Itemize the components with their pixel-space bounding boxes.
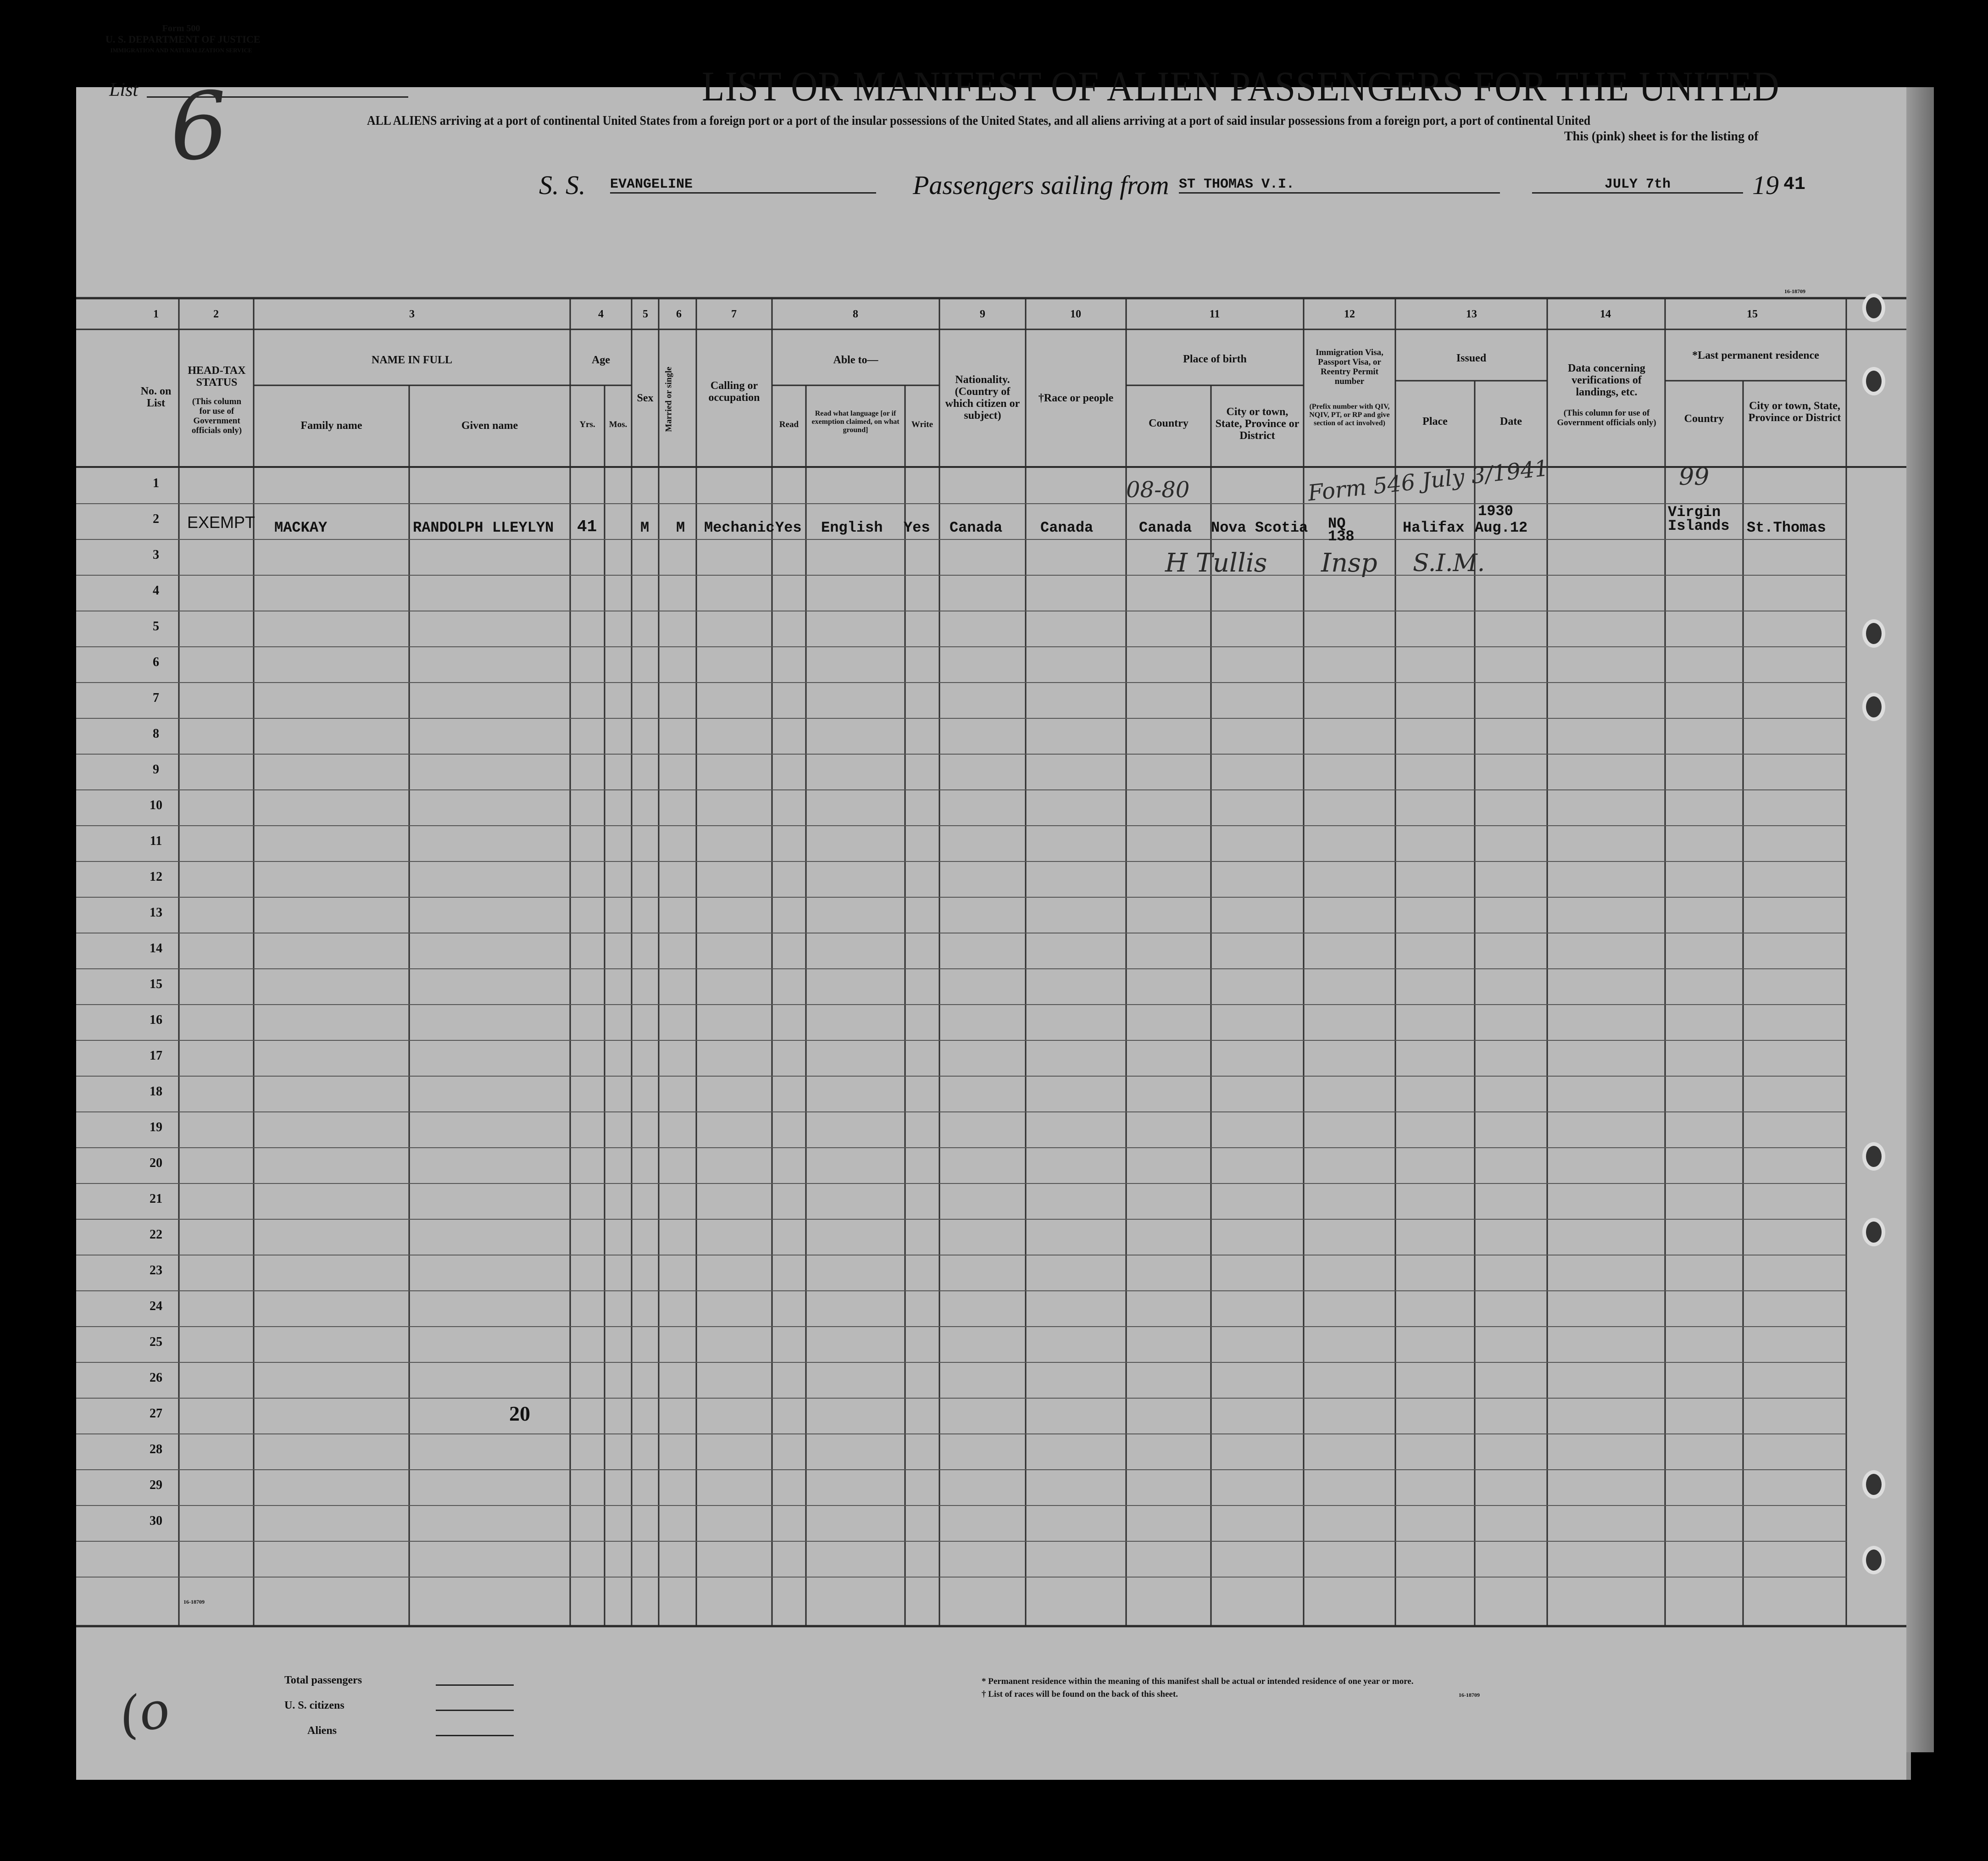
aliens-line <box>436 1735 514 1736</box>
hdr-mos: Mos. <box>609 420 627 429</box>
us-citizens-label: U. S. citizens <box>284 1700 344 1711</box>
row-number: 18 <box>150 1084 162 1099</box>
hdr-family-name: Family name <box>300 420 362 432</box>
binder-ring-icon <box>1862 1470 1885 1499</box>
list-label: List <box>109 79 139 100</box>
hdr-write: Write <box>911 420 933 429</box>
handwritten-initials: S.I.M. <box>1413 550 1485 577</box>
handwritten-res-code: 99 <box>1679 463 1710 491</box>
married-cell: M <box>676 519 685 536</box>
hdr-name-in-full: NAME IN FULL <box>371 354 452 366</box>
hdr-last-residence: *Last permanent residence <box>1692 350 1819 361</box>
binder-ring-icon <box>1862 1142 1885 1171</box>
issued-year-cell: 1930 <box>1478 503 1513 520</box>
row-number: 24 <box>150 1299 162 1313</box>
calling-cell: Mechanic <box>704 519 775 536</box>
row-number: 6 <box>153 655 159 669</box>
hdr-data-concerning: Data concerning verifications of landings, etc. <box>1568 362 1645 398</box>
row-number: 15 <box>150 977 162 991</box>
sailing-date: JULY 7th <box>1532 177 1743 194</box>
grid-print-code: 16-18709 <box>183 1599 205 1605</box>
col-num-7: 7 <box>731 308 737 320</box>
col-num-14: 14 <box>1600 308 1611 320</box>
ss-label: S. S. <box>539 170 586 200</box>
hdr-read: Read <box>779 420 799 429</box>
row-numbers <box>142 476 170 1550</box>
handwritten-code: 08-80 <box>1126 477 1190 503</box>
footnote-races: † List of races will be found on the back of this sheet. <box>982 1689 1178 1699</box>
hdr-visa: Immigration Visa, Passport Visa, or Reentry Permit number <box>1316 348 1383 386</box>
hdr-calling: Calling or occupation <box>708 380 760 404</box>
hdr-nationality: Nationality. (Country of which citizen or subject) <box>945 374 1020 422</box>
hdr-place-of-birth: Place of birth <box>1183 353 1247 365</box>
total-passengers-label: Total passengers <box>284 1674 362 1686</box>
read-cell: Yes <box>775 519 802 536</box>
row-number: 16 <box>150 1013 162 1027</box>
year-suffix: 41 <box>1783 174 1806 195</box>
subtitle-2: This (pink) sheet is for the listing of <box>1564 129 1759 144</box>
hdr-read-language: Read what language [or if exemption claimed, on what ground] <box>811 410 900 434</box>
row-number: 1 <box>153 476 159 490</box>
year-prefix: 19 <box>1752 170 1779 200</box>
birth-country-cell: Canada <box>1139 519 1192 536</box>
row-number: 2 <box>153 512 159 526</box>
hdr-age: Age <box>592 354 610 366</box>
ship-name: EVANGELINE <box>610 177 876 194</box>
row-number: 23 <box>150 1263 162 1278</box>
row-number: 25 <box>150 1335 162 1349</box>
row-number: 21 <box>150 1192 162 1206</box>
hdr-yrs: Yrs. <box>579 420 595 429</box>
col-num-4: 4 <box>598 308 604 320</box>
footer-print-code: 16-18709 <box>1459 1692 1480 1698</box>
issued-date-cell: Aug.12 <box>1475 519 1528 536</box>
col-num-15: 15 <box>1747 308 1758 320</box>
row-number: 7 <box>153 691 159 705</box>
hdr-head-tax: HEAD-TAX STATUS <box>188 365 246 389</box>
binder-ring-icon <box>1862 367 1885 395</box>
corner-mark: (o <box>114 1679 174 1746</box>
hdr-no-on-list: No. on List <box>140 385 172 409</box>
birth-city-cell: Nova Scotia <box>1211 519 1308 536</box>
total-passengers-line <box>436 1684 514 1686</box>
col-num-1: 1 <box>153 308 159 320</box>
col-num-8: 8 <box>853 308 858 320</box>
binder-ring-icon <box>1862 1546 1885 1574</box>
race-cell: Canada <box>1040 519 1094 536</box>
row-number: 3 <box>153 548 159 562</box>
row-number: 22 <box>150 1228 162 1242</box>
family-name-cell: MACKAY <box>274 519 328 536</box>
row-number: 29 <box>150 1478 162 1492</box>
head-tax-status: EXEMPT <box>187 513 255 532</box>
age-years-cell: 41 <box>577 517 597 536</box>
binder-ring-icon <box>1862 619 1885 648</box>
hdr-issued: Issued <box>1456 352 1487 364</box>
res-city-cell: St.Thomas <box>1747 519 1826 536</box>
row-number: 4 <box>153 583 159 598</box>
hdr-sex: Sex <box>637 392 654 404</box>
nationality-cell: Canada <box>950 519 1003 536</box>
handwritten-form-note: Form 546 July 3/1941 <box>1306 455 1550 506</box>
footnote-residence: * Permanent residence within the meaning of this manifest shall be actual or intended residence of one year or more. <box>982 1677 1414 1686</box>
binder-ring-icon <box>1862 693 1885 721</box>
hdr-birth-country: Country <box>1149 417 1188 429</box>
handwritten-signature: H Tullis <box>1165 548 1267 578</box>
row-number: 19 <box>150 1120 162 1134</box>
print-code: 16-18709 <box>1784 288 1805 294</box>
row-number: 27 <box>150 1406 162 1421</box>
hdr-res-country: Country <box>1684 413 1724 425</box>
handwritten-insp: Insp <box>1321 548 1377 578</box>
hdr-issued-place: Place <box>1422 416 1448 428</box>
given-name-cell: RANDOLPH LLEYLYN <box>413 519 554 536</box>
res-country-line2: Islands <box>1668 517 1730 534</box>
col-num-6: 6 <box>676 308 682 320</box>
us-citizens-line <box>436 1710 514 1711</box>
col-num-3: 3 <box>409 308 415 320</box>
row-number: 26 <box>150 1371 162 1385</box>
col-num-5: 5 <box>643 308 648 320</box>
res-country-line1: Virgin <box>1668 504 1721 521</box>
col-num-12: 12 <box>1344 308 1355 320</box>
hdr-birth-city: City or town, State, Province or District <box>1215 406 1299 442</box>
write-cell: Yes <box>904 519 930 536</box>
language-cell: English <box>821 519 883 536</box>
row-number: 12 <box>150 870 162 884</box>
col-num-9: 9 <box>980 308 985 320</box>
hdr-visa-note: (Prefix number with QIV, NQIV, PT, or RP and give section of act involved) <box>1309 403 1390 427</box>
hdr-able-to: Able to— <box>833 354 878 366</box>
col-num-2: 2 <box>213 308 219 320</box>
binder-ring-icon <box>1862 294 1885 322</box>
row-number: 30 <box>150 1514 162 1528</box>
row-number: 14 <box>150 941 162 955</box>
form-header: Form 500 U. S. DEPARTMENT OF JUSTICE IMMIGRATION AND NATURALIZATION SERVICE <box>106 23 261 54</box>
page-total-number: 20 <box>509 1402 530 1425</box>
hdr-issued-date: Date <box>1500 416 1522 428</box>
aliens-label: Aliens <box>307 1725 337 1737</box>
col-num-13: 13 <box>1466 308 1477 320</box>
visa-cell: NQ 138 <box>1328 515 1355 545</box>
row-number: 9 <box>153 762 159 777</box>
sex-cell: M <box>640 519 650 536</box>
page-title: LIST OR MANIFEST OF ALIEN PASSENGERS FOR THE UNITED <box>702 63 1780 110</box>
col-num-11: 11 <box>1209 308 1220 320</box>
row-number: 28 <box>150 1442 162 1456</box>
col-num-10: 10 <box>1070 308 1081 320</box>
row-number: 5 <box>153 619 159 633</box>
hdr-head-tax-note: (This column for use of Government officials only) <box>191 397 242 435</box>
hdr-race: †Race or people <box>1038 392 1114 404</box>
sailing-label: Passengers sailing from <box>913 170 1169 200</box>
hdr-res-city: City or town, State, Province or District <box>1748 400 1841 424</box>
row-number: 10 <box>150 798 162 812</box>
issued-place-cell: Halifax <box>1403 519 1465 536</box>
subtitle: ALL ALIENS arriving at a port of continental United States from a foreign port or a port of the insular possessions of the United States, and all aliens arriving at a port of said insular possessions from a foreign port, a port of continental United <box>367 114 1591 128</box>
row-number: 17 <box>150 1049 162 1063</box>
row-number: 20 <box>150 1156 162 1170</box>
binder-ring-icon <box>1862 1218 1885 1246</box>
list-number: 6 <box>166 71 232 183</box>
hdr-married: Married or single <box>664 367 674 432</box>
row-number: 13 <box>150 906 162 920</box>
row-number: 11 <box>150 834 162 848</box>
port-name: ST THOMAS V.I. <box>1179 177 1500 194</box>
row-number: 8 <box>153 727 159 741</box>
hdr-given-name: Given name <box>461 420 518 432</box>
hdr-data-note: (This column for use of Government officials only) <box>1557 408 1656 428</box>
